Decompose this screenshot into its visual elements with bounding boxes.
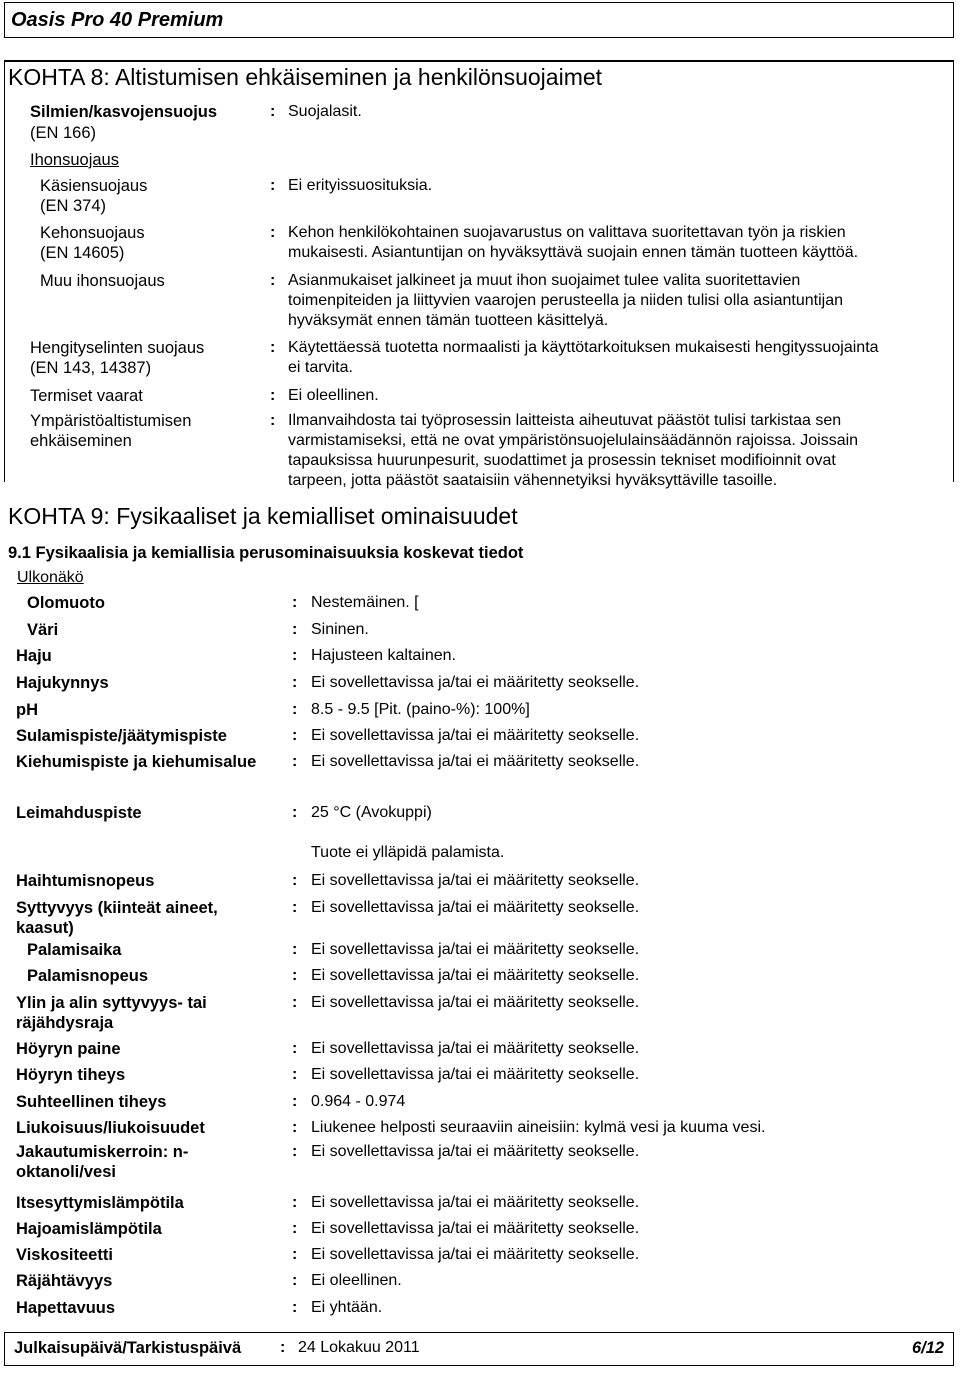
colon: : (292, 899, 298, 916)
property-label: Haju (16, 647, 52, 665)
property-label: Ylin ja alin syttyvyys- tai (16, 994, 207, 1012)
colon: : (292, 1143, 298, 1160)
eye-value: Suojalasit. (288, 103, 362, 120)
page-number: 6/12 (912, 1339, 945, 1357)
colon: : (292, 1093, 298, 1110)
property-value: Ei sovellettavissa ja/tai ei määritetty seokselle. (311, 753, 640, 770)
property-value: 8.5 - 9.5 [Pit. (paino-%): 100%] (311, 701, 530, 718)
property-label: Palamisaika (27, 941, 122, 959)
property-label: Itsesyttymislämpötila (16, 1194, 184, 1212)
resp-value-2: ei tarvita. (288, 359, 353, 376)
property-value: Hajusteen kaltainen. (311, 647, 456, 664)
property-value: Ei sovellettavissa ja/tai ei määritetty seokselle. (311, 1066, 640, 1083)
property-value: Ei sovellettavissa ja/tai ei määritetty seokselle. (311, 994, 640, 1011)
eye-label-2: (EN 166) (30, 124, 97, 142)
skin-heading: Ihonsuojaus (30, 151, 119, 169)
colon: : (292, 967, 298, 984)
property-value: Ei sovellettavissa ja/tai ei määritetty seokselle. (311, 727, 640, 744)
property-label: Kiehumispiste ja kiehumisalue (16, 753, 257, 771)
colon: : (292, 1194, 298, 1211)
colon: : (270, 224, 276, 241)
property-label: pH (16, 701, 38, 719)
colon: : (292, 594, 298, 611)
property-value: Ei sovellettavissa ja/tai ei määritetty seokselle. (311, 674, 640, 691)
property-label: Höyryn tiheys (16, 1066, 126, 1084)
property-label-cont: oktanoli/vesi (16, 1163, 116, 1181)
property-label: Jakautumiskerroin: n- (16, 1143, 189, 1161)
property-value: Ei oleellinen. (311, 1272, 402, 1289)
property-note: Tuote ei ylläpidä palamista. (311, 844, 505, 861)
property-label: Sulamispiste/jäätymispiste (16, 727, 227, 745)
footer-date-value: 24 Lokakuu 2011 (298, 1339, 420, 1356)
colon: : (292, 621, 298, 638)
property-value: Ei yhtään. (311, 1299, 383, 1316)
other-value-3: hyväksymät ennen tämän tuotteen käsittelyä. (288, 312, 609, 329)
env-value-1: Ilmanvaihdosta tai työprosessin laitteista aiheutuvat päästöt tulisi tarkistaa sen (288, 412, 842, 429)
section9-title: KOHTA 9: Fysikaaliset ja kemialliset ominaisuudet (8, 503, 518, 529)
hand-label-2: (EN 374) (40, 197, 107, 215)
body-label-1: Kehonsuojaus (40, 224, 145, 242)
colon: : (292, 1299, 298, 1316)
colon: : (280, 1339, 286, 1356)
other-value-2: toimenpiteiden ja liittyvien vaarojen perusteella ja niiden tulisi olla asiantuntijan (288, 292, 843, 309)
property-label: Hajukynnys (16, 674, 109, 692)
appearance-heading: Ulkonäkö (17, 569, 84, 586)
colon: : (292, 701, 298, 718)
colon: : (292, 1066, 298, 1083)
header-bar (4, 2, 954, 38)
product-title: Oasis Pro 40 Premium (11, 9, 224, 31)
other-value-1: Asianmukaiset jalkineet ja muut ihon suojaimet tulee valita suoritettavien (288, 272, 801, 289)
property-label: Liukoisuus/liukoisuudet (16, 1119, 205, 1137)
colon: : (292, 674, 298, 691)
property-value: Ei sovellettavissa ja/tai ei määritetty seokselle. (311, 1220, 640, 1237)
resp-label-1: Hengityselinten suojaus (30, 339, 205, 357)
body-value-2: mukaisesti. Asiantuntijan on hyväksyttävä suojain ennen tämän tuotteen käyttöä. (288, 244, 859, 261)
property-label: Hajoamislämpötila (16, 1220, 162, 1238)
colon: : (292, 1272, 298, 1289)
eye-label-1: Silmien/kasvojensuojus (30, 103, 218, 121)
property-value: Liukenee helposti seuraaviin aineisiin: kylmä vesi ja kuuma vesi. (311, 1119, 766, 1136)
colon: : (270, 387, 276, 404)
colon: : (292, 647, 298, 664)
property-label: Hapettavuus (16, 1299, 116, 1317)
colon: : (270, 177, 276, 194)
env-value-3: tapauksissa huurunpesurit, suodattimet ja prosessin tekniset modifioinnit ovat (288, 452, 836, 469)
property-value: Sininen. (311, 621, 369, 638)
env-value-4: tarpeen, jotta päästöt saataisiin vähennetyiksi hyväksyttäville tasoille. (288, 472, 778, 489)
hand-value: Ei erityissuosituksia. (288, 177, 433, 194)
body-label-2: (EN 14605) (40, 244, 125, 262)
colon: : (292, 804, 298, 821)
colon: : (292, 727, 298, 744)
thermal-label: Termiset vaarat (30, 387, 143, 405)
body-value-1: Kehon henkilökohtainen suojavarustus on valittava suoritettavan työn ja riskien (288, 224, 846, 241)
property-label: Leimahduspiste (16, 804, 142, 822)
property-value: Ei sovellettavissa ja/tai ei määritetty seokselle. (311, 941, 640, 958)
colon: : (270, 103, 276, 120)
hand-label-1: Käsiensuojaus (40, 177, 148, 195)
section9-subtitle: 9.1 Fysikaalisia ja kemiallisia perusominaisuuksia koskevat tiedot (8, 544, 524, 562)
colon: : (292, 872, 298, 889)
colon: : (292, 1040, 298, 1057)
property-label: Syttyvyys (kiinteät aineet, (16, 899, 218, 917)
colon: : (292, 941, 298, 958)
property-value: Ei sovellettavissa ja/tai ei määritetty seokselle. (311, 1246, 640, 1263)
property-value: Ei sovellettavissa ja/tai ei määritetty seokselle. (311, 1040, 640, 1057)
property-label: Höyryn paine (16, 1040, 121, 1058)
thermal-value: Ei oleellinen. (288, 387, 379, 404)
property-value: 0.964 - 0.974 (311, 1093, 406, 1110)
colon: : (292, 1220, 298, 1237)
property-label: Haihtumisnopeus (16, 872, 155, 890)
resp-value-1: Käytettäessä tuotetta normaalisti ja käyttötarkoituksen mukaisesti hengityssuojainta (288, 339, 879, 356)
property-label: Viskositeetti (16, 1246, 113, 1264)
section8-title: KOHTA 8: Altistumisen ehkäiseminen ja henkilönsuojaimet (8, 64, 603, 90)
env-value-2: varmistamiseksi, että ne ovat ympäristönsuojelulainsäädännön rajoissa. Joissain (288, 432, 859, 449)
other-skin-label: Muu ihonsuojaus (40, 272, 165, 290)
property-label: Väri (27, 621, 59, 639)
resp-label-2: (EN 143, 14387) (30, 359, 152, 377)
colon: : (292, 753, 298, 770)
footer-date-label: Julkaisupäivä/Tarkistuspäivä (14, 1339, 242, 1357)
property-label: Olomuoto (27, 594, 105, 612)
property-label-cont: räjähdysraja (16, 1014, 114, 1032)
colon: : (270, 412, 276, 429)
colon: : (270, 272, 276, 289)
property-label: Suhteellinen tiheys (16, 1093, 167, 1111)
property-value: Ei sovellettavissa ja/tai ei määritetty seokselle. (311, 967, 640, 984)
colon: : (292, 1246, 298, 1263)
property-value: Nestemäinen. [ (311, 594, 419, 611)
property-value: Ei sovellettavissa ja/tai ei määritetty seokselle. (311, 1143, 640, 1160)
env-label-2: ehkäiseminen (30, 432, 132, 450)
colon: : (292, 1119, 298, 1136)
colon: : (292, 994, 298, 1011)
property-value: Ei sovellettavissa ja/tai ei määritetty seokselle. (311, 872, 640, 889)
property-value: 25 °C (Avokuppi) (311, 804, 432, 821)
property-label: Räjähtävyys (16, 1272, 113, 1290)
property-label: Palamisnopeus (27, 967, 149, 985)
property-value: Ei sovellettavissa ja/tai ei määritetty seokselle. (311, 1194, 640, 1211)
property-value: Ei sovellettavissa ja/tai ei määritetty seokselle. (311, 899, 640, 916)
colon: : (270, 339, 276, 356)
env-label-1: Ympäristöaltistumisen (30, 412, 192, 430)
property-label-cont: kaasut) (16, 919, 74, 937)
